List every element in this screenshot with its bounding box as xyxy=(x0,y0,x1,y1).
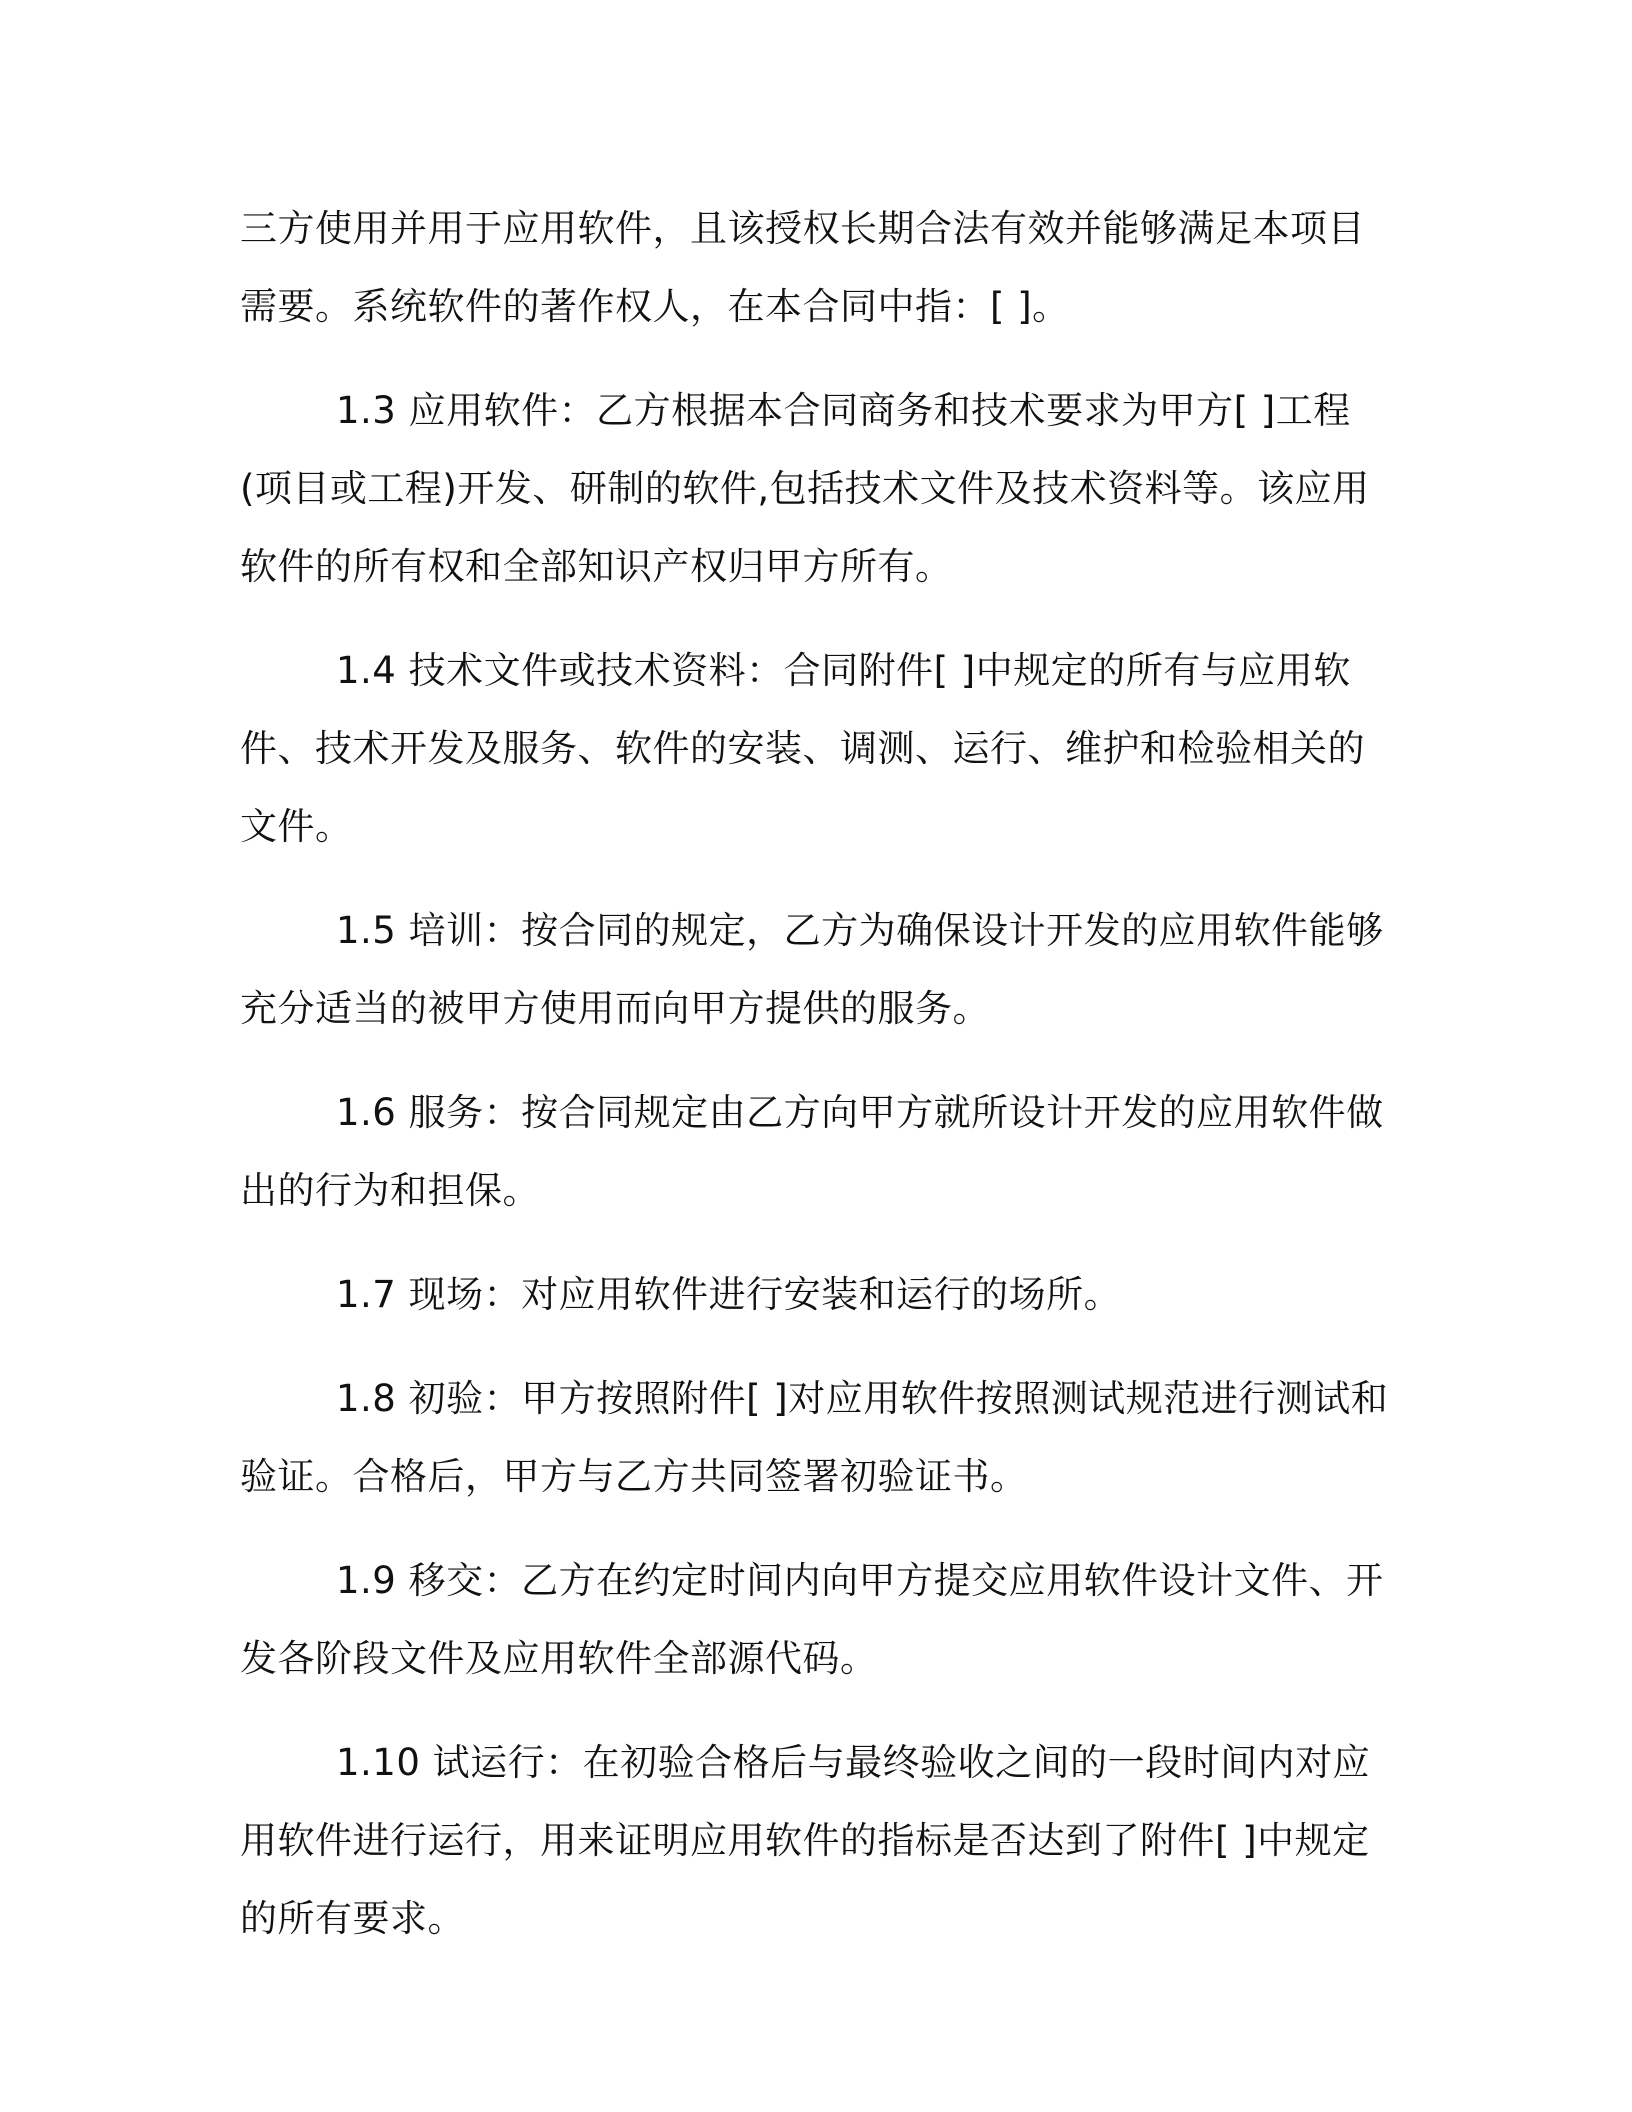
clause-1-8: 1.8 初验：甲方按照附件[ ]对应用软件按照测试规范进行测试和验证。合格后，甲方与乙方共同签署初验证书。 xyxy=(240,1377,1389,1498)
paragraph-continuation: 三方使用并用于应用软件，且该授权长期合法有效并能够满足本项目需要。系统软件的著作权人，在本合同中指：[ ]。 xyxy=(240,207,1365,328)
clause-1-3: 1.3 应用软件：乙方根据本合同商务和技术要求为甲方[ ]工程(项目或工程)开发、研制的软件,包括技术文件及技术资料等。该应用软件的所有权和全部知识产权归甲方所有。 xyxy=(240,389,1370,588)
clause-1-6: 1.6 服务：按合同规定由乙方向甲方就所设计开发的应用软件做出的行为和担保。 xyxy=(240,1091,1384,1212)
clause-1-10: 1.10 试运行：在初验合格后与最终验收之间的一段时间内对应用软件进行运行，用来证明应用软件的指标是否达到了附件[ ]中规定的所有要求。 xyxy=(240,1741,1371,1940)
clause-1-5: 1.5 培训：按合同的规定，乙方为确保设计开发的应用软件能够充分适当的被甲方使用而向甲方提供的服务。 xyxy=(240,909,1384,1030)
clause-1-4: 1.4 技术文件或技术资料：合同附件[ ]中规定的所有与应用软件、技术开发及服务、软件的安装、调测、运行、维护和检验相关的文件。 xyxy=(240,649,1365,848)
clause-1-9: 1.9 移交：乙方在约定时间内向甲方提交应用软件设计文件、开发各阶段文件及应用软件全部源代码。 xyxy=(240,1559,1384,1680)
clause-1-7: 1.7 现场：对应用软件进行安装和运行的场所。 xyxy=(336,1273,1122,1316)
document-body xyxy=(240,190,1390,1984)
